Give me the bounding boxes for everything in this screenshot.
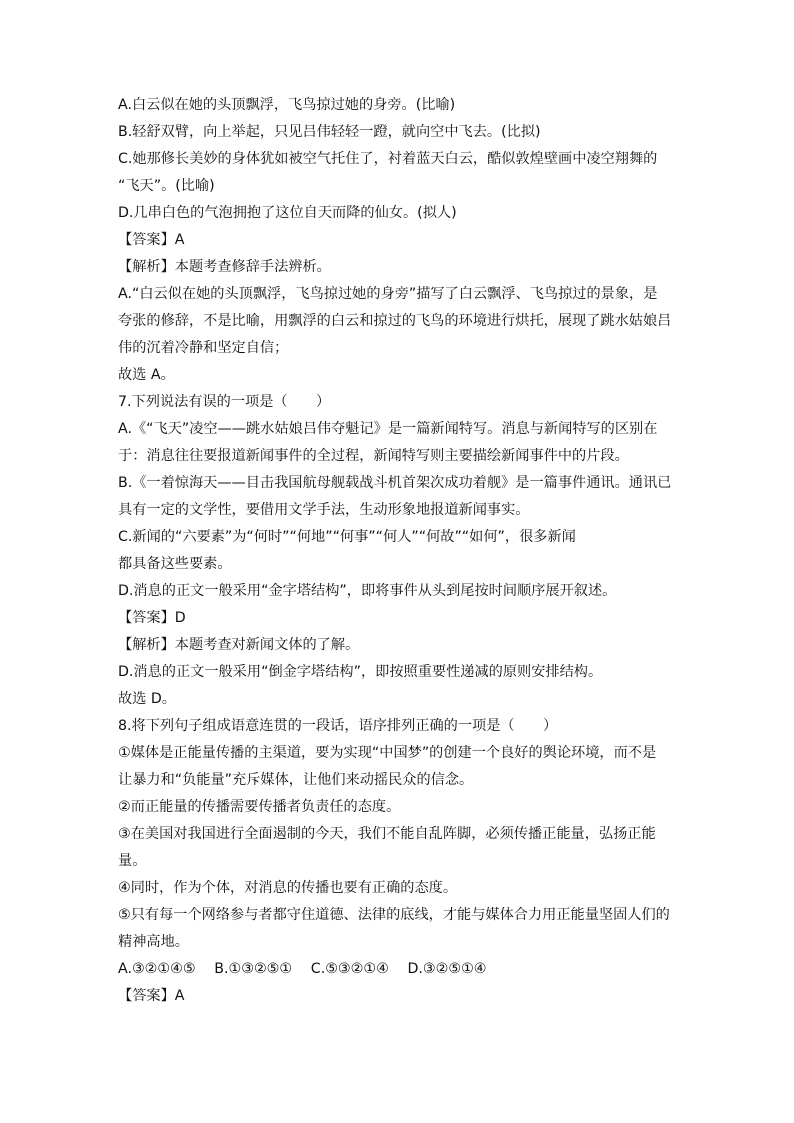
question-7-choice-statement: 故选 D。: [118, 691, 176, 707]
question-8-sentence-4: ④同时，作为个体，对消息的传播也要有正确的态度。: [118, 880, 458, 896]
question-7-option-a-continued: 于：消息往往要报道新闻事件的全过程，新闻特写则主要描绘新闻事件中的片段。: [118, 448, 629, 464]
option-c-line-continued: “飞天”。(比喻): [118, 178, 215, 194]
analysis-text-continued: 夸张的修辞，不是比喻，用飘浮的白云和掠过的飞鸟的环境进行烘托，展现了跳水姑娘吕: [118, 313, 672, 329]
question-7-option-a: A.《“飞天”凌空——跳水姑娘吕伟夺魁记》是一篇新闻特写。消息与新闻特写的区别在: [118, 421, 658, 437]
question-8-sentence-5-continued: 精神高地。: [118, 934, 189, 950]
question-8-sentence-5: ⑤只有每一个网络参与者都守住道德、法律的底线，才能与媒体合力用正能量坚固人们的: [118, 907, 670, 923]
option-d-line: D.几串白色的气泡拥抱了这位自天而降的仙女。(拟人): [118, 205, 457, 221]
analysis-label: 【解析】本题考查修辞手法辨析。: [118, 259, 331, 275]
choice-statement: 故选 A。: [118, 367, 175, 383]
question-7-stem: 7.下列说法有误的一项是（ ）: [118, 394, 331, 410]
question-8-sentence-1-continued: 让暴力和“负能量”充斥媒体，让他们来动摇民众的信念。: [118, 772, 474, 788]
answer-label: 【答案】A: [118, 232, 185, 248]
analysis-text: A.“白云似在她的头顶飘浮，飞鸟掠过她的身旁”描写了白云飘浮、飞鸟掠过的景象，是: [118, 286, 658, 302]
option-b-line: B.轻舒双臂，向上举起，只见吕伟轻轻一蹬，就向空中飞去。(比拟): [118, 124, 541, 140]
question-8-sentence-3: ③在美国对我国进行全面遏制的今天，我们不能自乱阵脚，必须传播正能量，弘扬正能: [118, 826, 656, 842]
analysis-text-end: 伟的沉着冷静和坚定自信；: [118, 340, 289, 356]
question-8-sentence-2: ②而正能量的传播需要传播者负责任的态度。: [118, 799, 401, 815]
question-8-sentence-3-continued: 量。: [118, 853, 147, 869]
question-7-answer: 【答案】D: [118, 610, 186, 626]
question-8-options: A.③②①④⑤ B.①③②⑤① C.⑤③②①④ D.③②⑤①④: [118, 961, 487, 977]
document-page: [118, 92, 678, 1010]
question-8-sentence-1: ①媒体是正能量传播的主渠道，要为实现“中国梦”的创建一个良好的舆论环境，而不是: [118, 745, 657, 761]
question-7-analysis-label: 【解析】本题考查对新闻文体的了解。: [118, 637, 360, 653]
question-7-option-c: C.新闻的“六要素”为“何时”“何地”“何事”“何人”“何故”“如何”，很多新闻: [118, 529, 576, 545]
question-7-option-b-continued: 具有一定的文学性，要借用文学手法，生动形象地报道新闻事实。: [118, 502, 530, 518]
question-7-option-b: B.《一着惊海天——目击我国航母舰载战斗机首架次成功着舰》是一篇事件通讯。通讯已: [118, 475, 672, 491]
option-a-line: A.白云似在她的头顶飘浮，飞鸟掠过她的身旁。(比喻): [118, 97, 456, 113]
question-7-analysis-text: D.消息的正文一般采用“倒金字塔结构”，即按照重要性递减的原则安排结构。: [118, 664, 603, 680]
question-7-option-d: D.消息的正文一般采用“金字塔结构”，即将事件从头到尾按时间顺序展开叙述。: [118, 583, 617, 599]
question-7-option-c-continued: 都具备这些要素。: [118, 556, 232, 572]
question-8-answer: 【答案】A: [118, 988, 185, 1004]
option-c-line: C.她那修长美妙的身体犹如被空气托住了，衬着蓝天白云，酷似敦煌壁画中凌空翔舞的: [118, 151, 658, 167]
question-8-stem: 8.将下列句子组成语意连贯的一段话，语序排列正确的一项是（ ）: [118, 718, 558, 734]
